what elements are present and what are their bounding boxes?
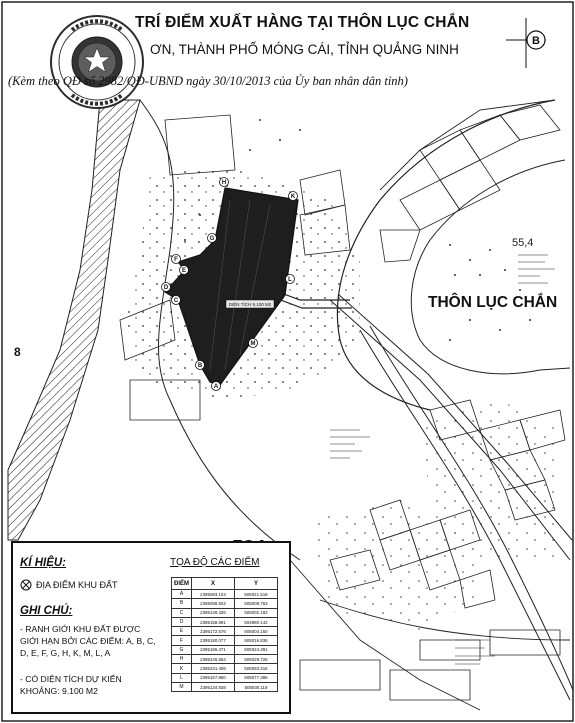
- table-row: [172, 682, 278, 691]
- svg-text:M: M: [250, 341, 256, 347]
- map-title: TRÍ ĐIỂM XUẤT HÀNG TẠI THÔN LỤC CHẮN: [135, 14, 470, 31]
- cell-x: 2395149.336: [192, 608, 235, 617]
- cell-point: B: [172, 599, 192, 608]
- point-C: [172, 296, 181, 305]
- legend-title: KÍ HIỆU:: [20, 557, 66, 569]
- cell-point: C: [172, 608, 192, 617]
- cell-x: 2395158.991: [192, 617, 235, 626]
- cell-y: 505021.518: [235, 590, 278, 599]
- cell-point: H: [172, 655, 192, 664]
- map-subtitle: ƠN, THÀNH PHỐ MÓNG CÁI, TỈNH QUẢNG NINH: [150, 42, 459, 57]
- compass-letter: B: [532, 35, 540, 47]
- legend-site-label: ĐỊA ĐIỂM KHU ĐẤT: [36, 580, 118, 590]
- svg-text:B: B: [197, 363, 203, 369]
- compass-north-icon: [506, 18, 546, 68]
- cell-x: 2395245.554: [192, 655, 235, 664]
- cell-y: 505029.726: [235, 655, 278, 664]
- point-B: [196, 361, 205, 370]
- table-row: [172, 645, 278, 654]
- cell-x: 2395231.406: [192, 664, 235, 673]
- cell-y: 505030.119: [235, 682, 278, 691]
- svg-text:A: A: [213, 384, 219, 390]
- legend-box: [11, 541, 291, 714]
- notes-title: GHI CHÚ:: [20, 605, 73, 617]
- site-label-text: DIỆN TÍCH 9.100 M2: [228, 302, 272, 307]
- coord-header-y: Y: [235, 578, 278, 590]
- cell-x: 2395098.922: [192, 599, 235, 608]
- cell-point: E: [172, 627, 192, 636]
- cell-x: 2395172.576: [192, 627, 235, 636]
- cell-point: F: [172, 636, 192, 645]
- point-H: [220, 178, 229, 187]
- cell-point: L: [172, 673, 192, 682]
- legend-site-entry: [20, 579, 118, 591]
- cell-x: 2395167.860: [192, 673, 235, 682]
- cell-y: 505004.160: [235, 627, 278, 636]
- cell-y: 505093.316: [235, 664, 278, 673]
- cell-y: 505024.391: [235, 645, 278, 654]
- cell-y: 504980.142: [235, 617, 278, 626]
- official-seal: [51, 16, 143, 108]
- svg-text:L: L: [288, 277, 292, 283]
- road-top: [380, 100, 555, 190]
- note-area: - CÓ DIỆN TÍCH DỰ KIẾN KHOẢNG: 9.100 M2: [20, 674, 122, 696]
- cell-y: 505002.182: [235, 608, 278, 617]
- svg-text:C: C: [173, 298, 179, 304]
- coord-table-title: TỌA ĐỘ CÁC ĐIỂM: [170, 557, 260, 568]
- cell-point: G: [172, 645, 192, 654]
- site-marker-icon: [20, 579, 32, 591]
- point-F: [172, 255, 181, 264]
- cell-point: A: [172, 590, 192, 599]
- svg-text:E: E: [181, 268, 187, 274]
- coord-header-x: X: [192, 578, 235, 590]
- table-row: [172, 673, 278, 682]
- table-row: [172, 636, 278, 645]
- coord-header-diem: ĐIỂM: [172, 578, 192, 590]
- decision-reference: (Kèm theo QĐ số 2982/QĐ-UBND ngày 30/10/2013 của Ủy ban nhân dân tỉnh): [8, 74, 408, 88]
- point-D: [162, 283, 171, 292]
- cell-point: K: [172, 664, 192, 673]
- table-row: [172, 608, 278, 617]
- cell-x: 2395180.077: [192, 636, 235, 645]
- svg-text:D: D: [163, 285, 169, 291]
- table-row: [172, 655, 278, 664]
- parcels-bottom-right: [300, 630, 560, 700]
- table-row: [172, 664, 278, 673]
- edge-mark: 8: [14, 345, 21, 359]
- cell-x: 2395134.938: [192, 682, 235, 691]
- point-G: [208, 234, 217, 243]
- cell-point: M: [172, 682, 192, 691]
- table-row: [172, 590, 278, 599]
- boundary-line-3: [411, 160, 570, 374]
- svg-text:K: K: [290, 194, 296, 200]
- cell-y: 505016.836: [235, 636, 278, 645]
- cell-y: 505008.753: [235, 599, 278, 608]
- svg-text:H: H: [221, 180, 227, 186]
- elevation-label: 55,4: [512, 237, 534, 249]
- coord-table: [171, 577, 278, 692]
- point-M: [249, 339, 258, 348]
- cell-y: 505077.386: [235, 673, 278, 682]
- cell-x: 2395186.471: [192, 645, 235, 654]
- table-row: [172, 617, 278, 626]
- svg-text:F: F: [174, 257, 178, 263]
- svg-text:G: G: [209, 236, 215, 242]
- point-E: [180, 266, 189, 275]
- cell-x: 2395083.104: [192, 590, 235, 599]
- table-row: [172, 599, 278, 608]
- cell-point: D: [172, 617, 192, 626]
- point-A: [212, 382, 221, 391]
- point-L: [286, 275, 295, 284]
- table-row: [172, 627, 278, 636]
- note-boundary: - RANH GIỚI KHU ĐẤT ĐƯỢC GIỚI HẠN BỞI CÁC ĐIỂM: A, B, C, D, E, F, G, H, K, M, L, A: [20, 624, 156, 658]
- place-label-luc-chan: THÔN LỤC CHẮN: [428, 294, 558, 311]
- point-K: [289, 192, 298, 201]
